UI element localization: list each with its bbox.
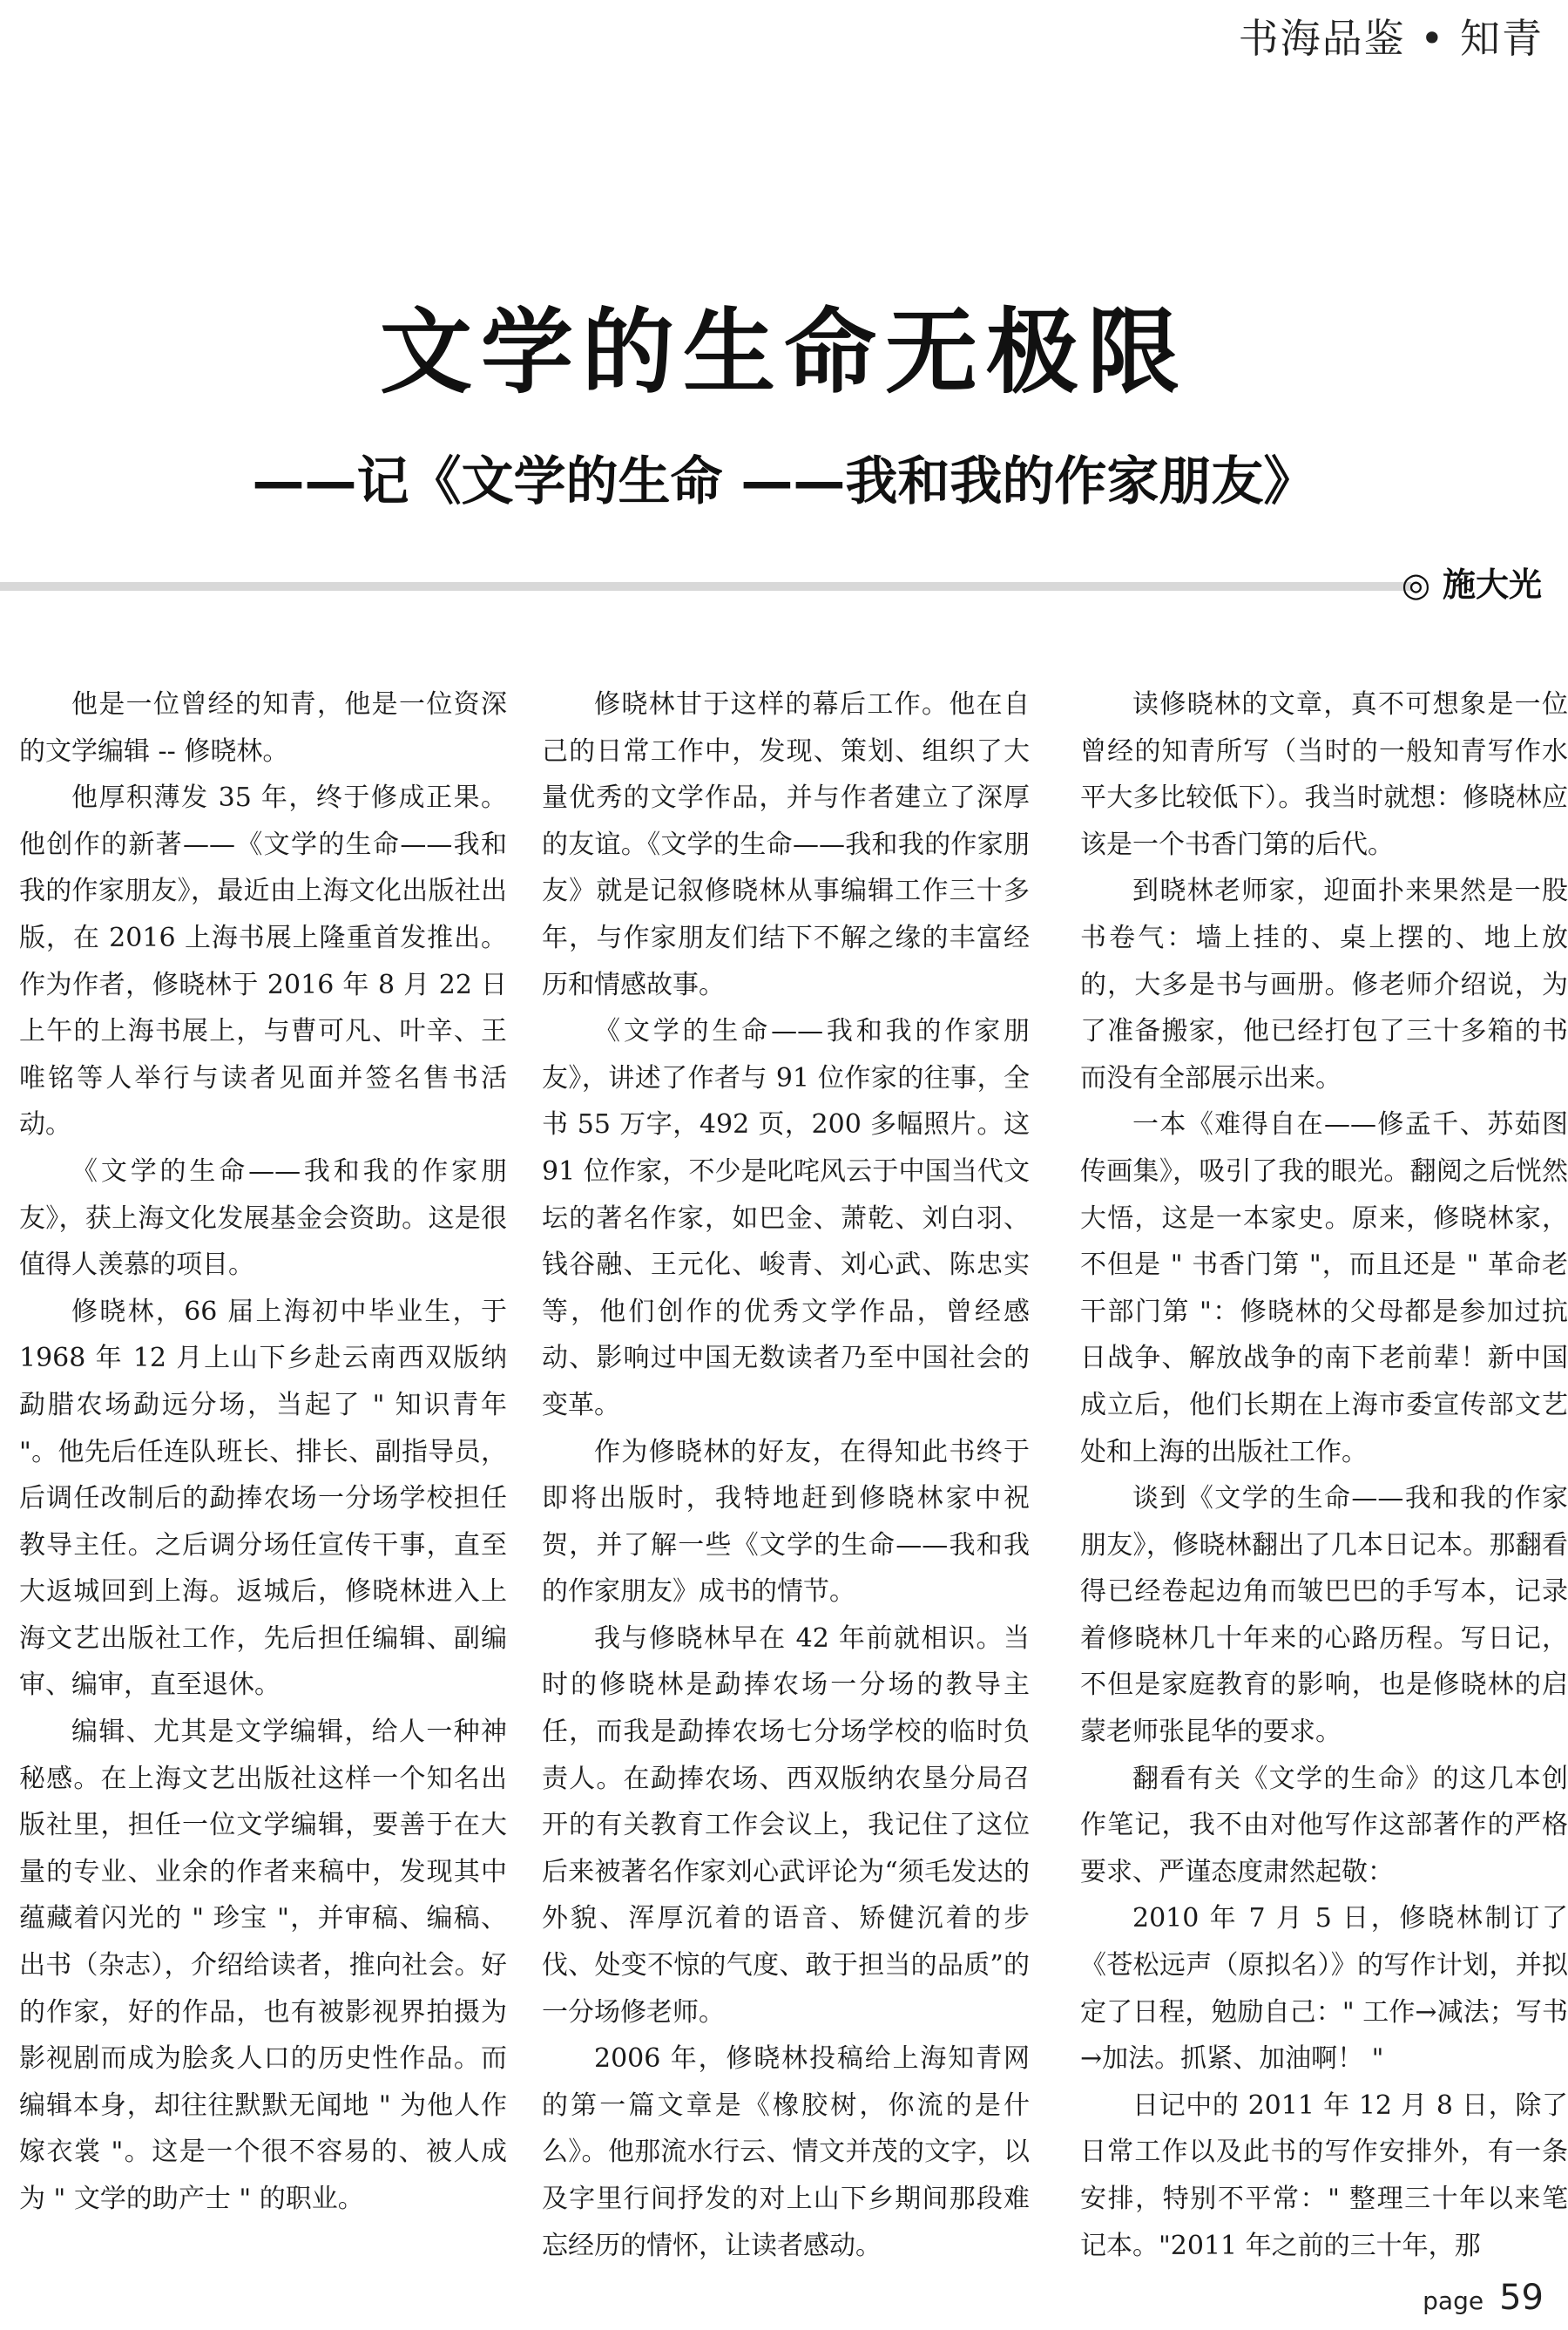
author-name: 施大光 <box>1442 566 1542 604</box>
author-line <box>1402 558 1542 606</box>
paragraph: 2006 年，修晓林投稿给上海知青网的第一篇文章是《橡胶树，你流的是什么》。他那流水行云、情文并茂的文字，以及字里行间抒发的对上山下乡期间那段难忘经历的情怀，让读者感动。 <box>542 2043 1030 2261</box>
paragraph: 我与修晓林早在 42 年前就相识。当时的修晓林是勐捧农场一分场的教导主任，而我是勐捧农场七分场学校的临时负责人。在勐捧农场、西双版纳农垦分局召开的有关教育工作会议上，我记住了这位后来被著名作家刘心武评论为“须毛发达的外貌、浑厚沉着的语音、矫健沉着的步伐、处变不惊的气度、敢于担当的品质”的一分场修老师。 <box>542 1622 1030 2028</box>
author-mark-icon: ◎ <box>1401 566 1430 604</box>
paragraph: 《文学的生命——我和我的作家朋友》，讲述了作者与 91 位作家的往事，全书 55 万字，492 页，200 多幅照片。这 91 位作家，不少是叱咤风云于中国当代文坛的著名作家，如巴金、萧乾、刘白羽、钱谷融、王元化、峻青、刘心武、陈忠实等，他们创作的优秀文学作品，曾经感动、影响过中国无数读者乃至中国社会的变革。 <box>542 1016 1030 1420</box>
paragraph: 读修晓林的文章，真不可想象是一位曾经的知青所写（当时的一般知青写作水平大多比较低下）。我当时就想：修晓林应该是一个书香门第的后代。 <box>1080 689 1568 860</box>
page-footer <box>1423 2278 1544 2318</box>
paragraph: 到晓林老师家，迎面扑来果然是一股书卷气：墙上挂的、桌上摆的、地上放的，大多是书与画册。修老师介绍说，为了准备搬家，他已经打包了三十多箱的书而没有全部展示出来。 <box>1080 876 1568 1094</box>
section-header: 书海品鉴 • 知青 <box>1238 15 1544 62</box>
text-column-2 <box>542 681 1030 2269</box>
text-column-3 <box>1080 681 1568 2269</box>
paragraph: 作为修晓林的好友，在得知此书终于即将出版时，我特地赶到修晓林家中祝贺，并了解一些《文学的生命——我和我的作家朋友》成书的情节。 <box>542 1436 1030 1608</box>
page-label: page <box>1423 2286 1484 2315</box>
paragraph: 他厚积薄发 35 年，终于修成正果。他创作的新著——《文学的生命——我和我的作家朋友》，最近由上海文化出版社出版，在 2016 上海书展上隆重首发推出。作为作者，修晓林于 2016 年 8 月 22 日上午的上海书展上，与曹可凡、叶辛、王唯铭等人举行与读者见面并签名售书活动。 <box>19 782 507 1141</box>
paragraph: 2010 年 7 月 5 日，修晓林制订了《苍松远声（原拟名）》的写作计划，并拟定了日程，勉励自己：" 工作→减法；写书→加法。抓紧、加油啊！ " <box>1080 1903 1568 2075</box>
paragraph: 修晓林，66 届上海初中毕业生，于 1968 年 12 月上山下乡赴云南西双版纳勐腊农场勐远分场，当起了 " 知识青年 "。他先后任连队班长、排长、副指导员，后调任改制后的勐捧农场一分场学校担任教导主任。之后调分场任宣传干事，直至大返城回到上海。返城后，修晓林进入上海文艺出版社工作，先后担任编辑、副编审、编审，直至退休。 <box>19 1296 507 1701</box>
paragraph: 翻看有关《文学的生命》的这几本创作笔记，我不由对他写作这部著作的严格要求、严谨态度肃然起敬： <box>1080 1763 1568 1887</box>
paragraph: 《文学的生命——我和我的作家朋友》，获上海文化发展基金会资助。这是很值得人羡慕的项目。 <box>19 1155 507 1281</box>
article-subtitle: ——记《文学的生命 ——我和我的作家朋友》 <box>252 451 1316 512</box>
paragraph: 他是一位曾经的知青，他是一位资深的文学编辑 -- 修晓林。 <box>19 689 507 767</box>
paragraph: 一本《难得自在——修孟千、苏茹图传画集》，吸引了我的眼光。翻阅之后恍然大悟，这是一本家史。原来，修晓林家，不但是 " 书香门第 "，而且还是 " 革命老干部门第 "：修晓林的父母都是参加过抗日战争、解放战争的南下老前辈！新中国成立后，他们长期在上海市委宣传部文艺处和上海的出版社工作。 <box>1080 1109 1568 1467</box>
title-divider <box>0 582 1411 591</box>
paragraph: 谈到《文学的生命——我和我的作家朋友》，修晓林翻出了几本日记本。那翻看得已经卷起边角而皱巴巴的手写本，记录着修晓林几十年来的心路历程。写日记，不但是家庭教育的影响，也是修晓林的启蒙老师张昆华的要求。 <box>1080 1483 1568 1748</box>
paragraph: 编辑、尤其是文学编辑，给人一种神秘感。在上海文艺出版社这样一个知名出版社里，担任一位文学编辑，要善于在大量的专业、业余的作者来稿中，发现其中蕴藏着闪光的 " 珍宝 "，并审稿、编稿、出书（杂志），介绍给读者，推向社会。好的作家，好的作品，也有被影视界拍摄为影视剧而成为脍炙人口的历史性作品。而编辑本身，却往往默默无闻地 " 为他人作嫁衣裳 "。这是一个很不容易的、被人成为 " 文学的助产士 " 的职业。 <box>19 1717 507 2214</box>
article-title: 文学的生命无极限 <box>380 299 1188 406</box>
paragraph: 修晓林甘于这样的幕后工作。他在自己的日常工作中，发现、策划、组织了大量优秀的文学作品，并与作者建立了深厚的友谊。《文学的生命——我和我的作家朋友》就是记叙修晓林从事编辑工作三十多年，与作家朋友们结下不解之缘的丰富经历和情感故事。 <box>542 689 1030 1000</box>
paragraph: 日记中的 2011 年 12 月 8 日，除了日常工作以及此书的写作安排外，有一条安排，特别不平常：" 整理三十年以来笔记本。"2011 年之前的三十年，那 <box>1080 2090 1568 2261</box>
page-number: 59 <box>1499 2278 1544 2318</box>
text-column-1 <box>19 681 507 2223</box>
